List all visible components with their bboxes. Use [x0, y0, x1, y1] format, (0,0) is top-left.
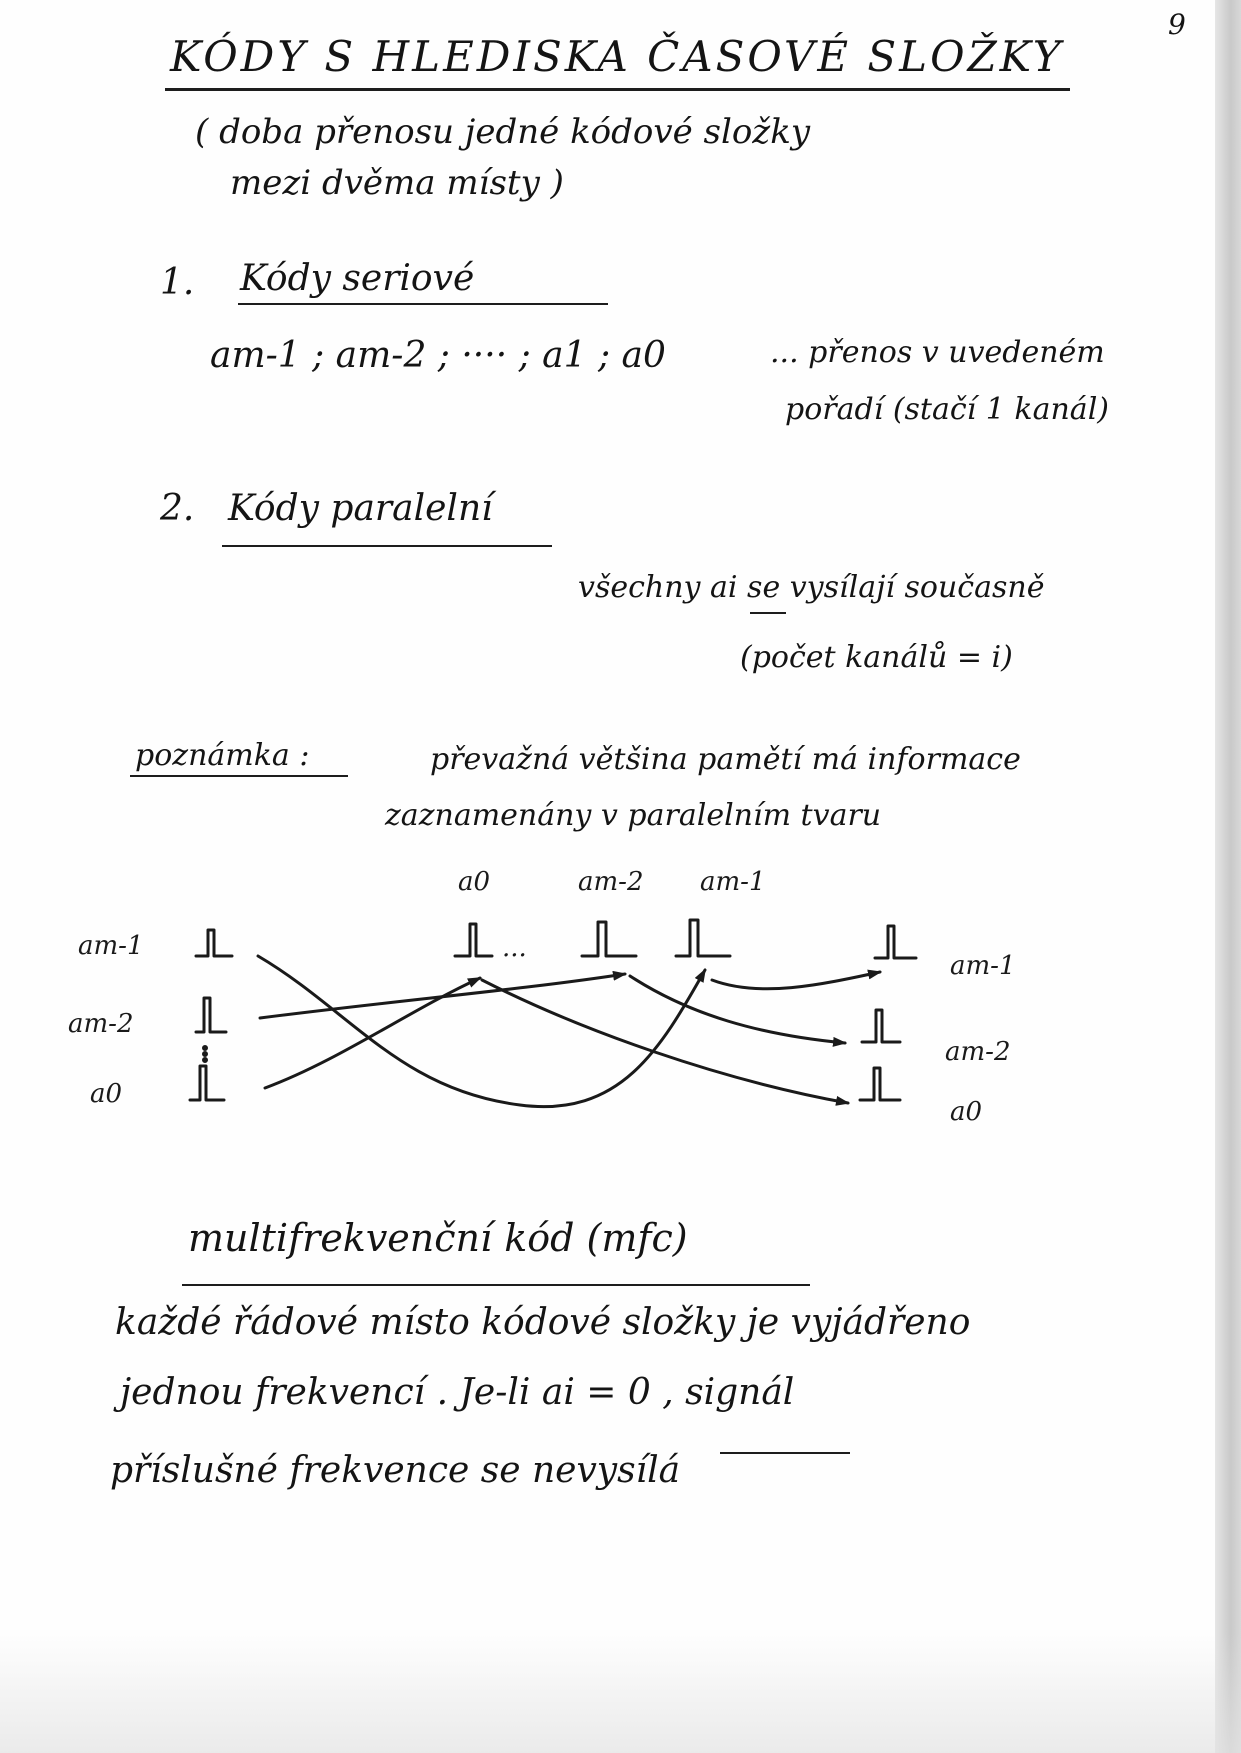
subtitle-line-2: mezi dvěma místy ) — [230, 163, 564, 203]
top-label-3: am-1 — [700, 867, 766, 897]
pulse-left-2 — [196, 998, 226, 1032]
mfc-title: multifrekvenční kód (mfc) — [188, 1216, 688, 1260]
pulse-left-1 — [196, 930, 232, 956]
pulse-routing-diagram — [0, 850, 1241, 1150]
arrow-mid-a0-to-right-a0 — [482, 980, 848, 1103]
pulse-middle-am1 — [676, 920, 730, 956]
pulse-left-3 — [190, 1066, 224, 1100]
left-label-2: am-2 — [68, 1009, 134, 1039]
right-label-2: am-2 — [945, 1037, 1011, 1067]
right-label-3: a0 — [950, 1097, 983, 1127]
mfc-line-1: každé řádové místo kódové složky je vyjádřeno — [115, 1302, 971, 1343]
mfc-underline — [182, 1284, 810, 1286]
mfc-line-3: příslušné frekvence se nevysílá — [110, 1450, 681, 1491]
pulse-right-1 — [875, 926, 916, 958]
pulse-middle-a0 — [455, 924, 492, 956]
section-1-title: Kódy seriové — [240, 258, 475, 299]
serial-note-line-2: pořadí (stačí 1 kanál) — [785, 392, 1109, 427]
remark-line-1: převažná většina pamětí má informace — [430, 742, 1021, 777]
section-2-underline — [222, 545, 552, 547]
remark-line-2: zaznamenány v paralelním tvaru — [385, 798, 882, 833]
scan-bottom-shade — [0, 1633, 1241, 1753]
serial-note-line-1: ... přenos v uvedeném — [770, 335, 1105, 370]
pulse-middle-am2 — [582, 922, 636, 956]
section-1-number: 1. — [160, 262, 195, 303]
section-2-title: Kódy paralelní — [228, 488, 493, 529]
right-label-1: am-1 — [950, 951, 1016, 981]
ai-equals-zero-underline — [720, 1452, 850, 1454]
page-number: 9 — [1168, 8, 1186, 41]
top-label-2: am-2 — [578, 867, 644, 897]
remark-label: poznámka : — [135, 738, 310, 773]
title-underline — [165, 88, 1070, 91]
remark-underline — [130, 775, 348, 777]
middle-ellipsis: ... — [502, 933, 527, 963]
page-title: KÓDY S HLEDISKA ČASOVÉ SLOŽKY — [170, 32, 1064, 81]
arrow-mid-am1-to-right-am1 — [712, 972, 880, 989]
parallel-note-line-1: všechny ai se vysílají současně — [578, 570, 1045, 605]
top-label-1: a0 — [458, 867, 491, 897]
section-1-underline — [238, 303, 608, 305]
left-label-3: a0 — [90, 1079, 123, 1109]
left-dots — [204, 1047, 207, 1050]
parallel-note-line-2: (počet kanálů = i) — [740, 640, 1013, 675]
left-label-1: am-1 — [78, 931, 144, 961]
mfc-line-2: jednou frekvencí . Je-li ai = 0 , signál — [120, 1372, 795, 1413]
pulse-right-3 — [860, 1068, 900, 1100]
pulse-right-2 — [862, 1010, 900, 1042]
subtitle-line-1: ( doba přenosu jedné kódové složky — [195, 112, 811, 152]
ai-underline — [750, 612, 786, 614]
serial-sequence: am-1 ; am-2 ; ···· ; a1 ; a0 — [210, 335, 666, 376]
section-2-number: 2. — [160, 488, 195, 529]
arrow-left-bottom-to-mid-a0 — [265, 978, 480, 1088]
